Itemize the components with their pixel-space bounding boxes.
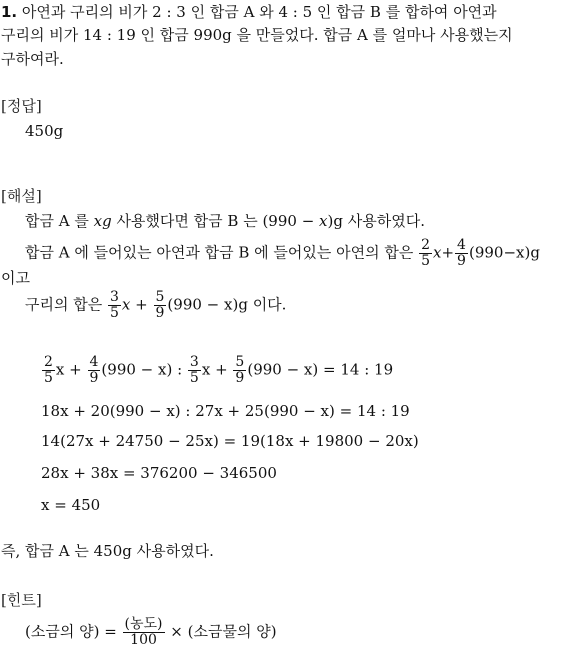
numerator: (농도) <box>124 616 163 632</box>
explanation-line-2 <box>25 238 540 269</box>
problem-line-2: 구리의 비가 14 : 19 인 합금 990g 을 만들었다. 합금 A 를 얼마나 사용했는지 <box>1 26 513 44</box>
problem-number: 1. <box>1 3 18 21</box>
equation-4: 28x + 38x = 376200 − 346500 <box>41 464 277 482</box>
denominator: 5 <box>421 253 431 269</box>
numerator: 3 <box>110 289 119 305</box>
hint-label: [힌트] <box>1 591 42 609</box>
text-run: x + <box>201 360 233 379</box>
var-run: x+ <box>433 243 455 262</box>
text-run: 사용했다면 합금 B 는 (990 − <box>111 212 320 230</box>
explanation-line-1 <box>25 211 425 231</box>
denominator: 9 <box>89 370 99 386</box>
numerator: 5 <box>155 289 165 305</box>
explanation-line-2-wrap: 이고 <box>1 269 30 287</box>
text-run: (990 − x) : <box>101 360 187 379</box>
denominator: 100 <box>130 632 157 648</box>
text-run: × (소금물의 양) <box>165 622 277 641</box>
explanation-line-3 <box>25 290 286 321</box>
fraction <box>42 355 55 386</box>
equation-3: 14(27x + 24750 − 25x) = 19(18x + 19800 − 20x) <box>41 432 419 450</box>
denominator: 5 <box>44 370 53 386</box>
conclusion: 즉, 합금 A 는 450g 사용하였다. <box>1 542 214 560</box>
text-run: x + <box>55 360 87 379</box>
equation-2: 18x + 20(990 − x) : 27x + 25(990 − x) = 14 : 19 <box>41 402 410 420</box>
denominator: 9 <box>235 370 245 386</box>
var-run: x + <box>121 295 153 314</box>
denominator: 5 <box>110 305 119 321</box>
text-run: 구리의 합은 <box>25 295 107 314</box>
fraction <box>88 355 101 386</box>
numerator: 2 <box>44 354 53 370</box>
text-run: )g 사용하였다. <box>327 212 425 230</box>
denominator: 5 <box>189 370 199 386</box>
fraction <box>455 238 468 269</box>
fraction <box>123 617 165 648</box>
var-run: x <box>319 212 328 230</box>
equation-5: x = 450 <box>41 496 101 514</box>
text-run: 합금 A 에 들어있는 아연과 합금 B 에 들어있는 아연의 합은 <box>25 243 419 262</box>
problem-line-1 <box>1 2 497 22</box>
fraction <box>233 355 246 386</box>
denominator: 9 <box>457 253 466 269</box>
numerator: 5 <box>235 354 245 370</box>
fraction <box>154 290 167 321</box>
text-run: 합금 A 를 <box>25 212 94 230</box>
answer-value: 450g <box>25 122 64 140</box>
fraction <box>188 355 201 386</box>
problem-line-3: 구하여라. <box>1 50 64 68</box>
text-run: (990−x)g <box>468 243 540 262</box>
equation-1 <box>41 355 393 386</box>
problem-text-1: 아연과 구리의 비가 2 : 3 인 합금 A 와 4 : 5 인 합금 B 를 합하여 아연과 <box>21 3 497 21</box>
numerator: 4 <box>89 354 99 370</box>
numerator: 3 <box>189 354 199 370</box>
fraction <box>419 238 432 269</box>
numerator: 2 <box>421 237 431 253</box>
fraction <box>108 290 121 321</box>
text-run: (소금의 양) = <box>25 622 122 641</box>
answer-label: [정답] <box>1 97 42 115</box>
var-run: xg <box>93 212 112 230</box>
denominator: 9 <box>155 305 165 321</box>
numerator: 4 <box>457 237 466 253</box>
text-run: (990 − x)g 이다. <box>167 295 287 314</box>
hint-formula <box>25 617 277 648</box>
text-run: (990 − x) = 14 : 19 <box>247 360 394 379</box>
explanation-label: [해설] <box>1 187 42 205</box>
